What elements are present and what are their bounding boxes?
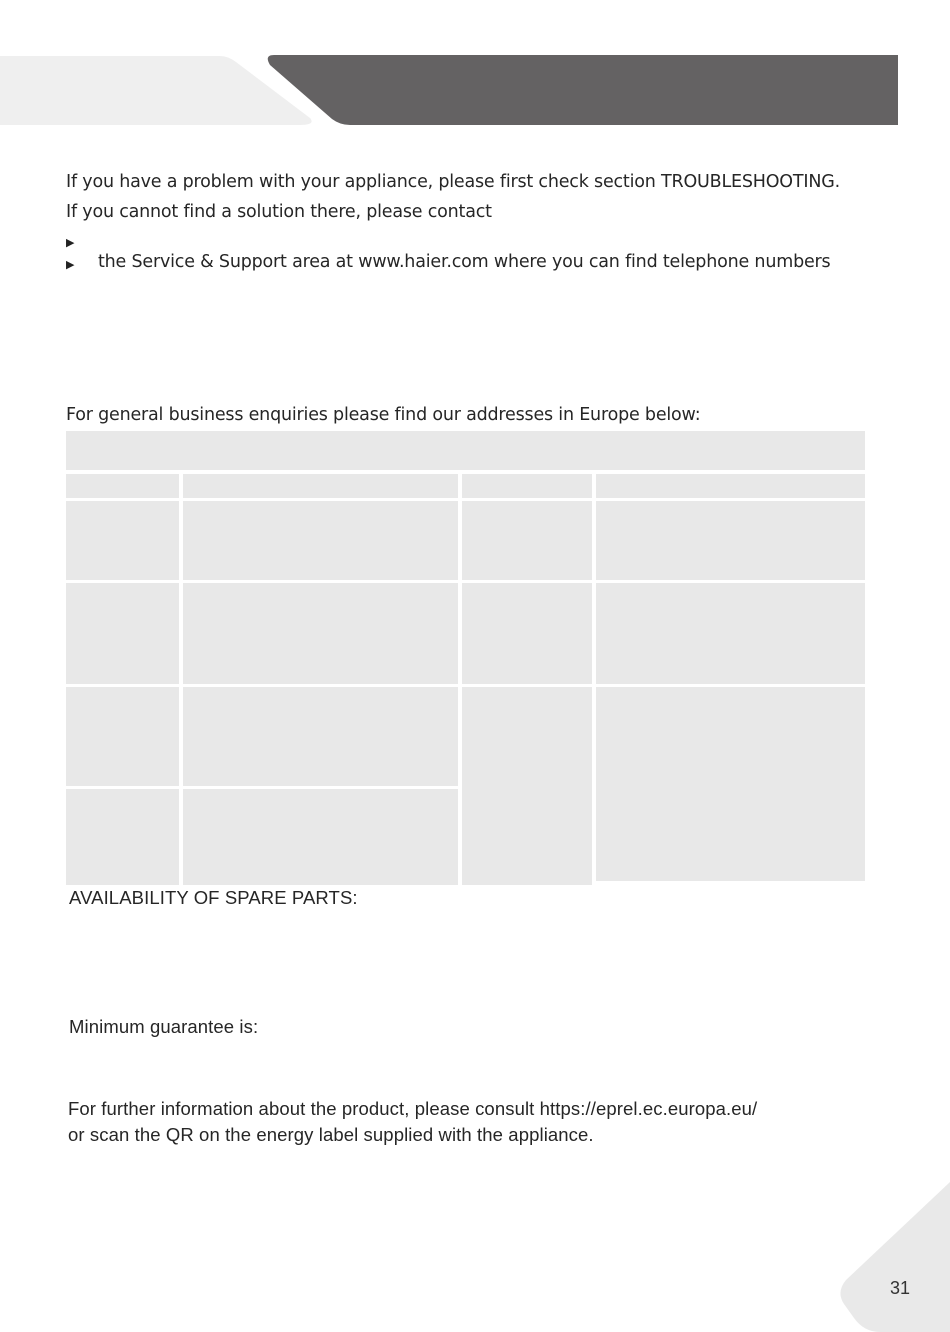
table-header-cell xyxy=(183,474,458,498)
table-header-cell xyxy=(462,474,592,498)
spare-parts-heading: AVAILABILITY OF SPARE PARTS: xyxy=(69,887,358,908)
table-cell xyxy=(183,583,458,684)
table-cell xyxy=(462,501,592,580)
table-title-row xyxy=(66,431,865,470)
table-cell xyxy=(596,583,865,684)
table-cell xyxy=(183,501,458,580)
further-info-line-1: For further information about the product, please consult https://eprel.ec.europa.eu/ xyxy=(68,1098,758,1119)
bullet-item-2: the Service & Support area at www.haier.com where you can find telephone numbers xyxy=(98,252,831,272)
bullet-marker-2: ▶ xyxy=(66,258,75,271)
guarantee-text: Minimum guarantee is: xyxy=(69,1016,259,1037)
table-cell-merged xyxy=(596,687,865,881)
enquiries-text: For general business enquiries please find our addresses in Europe below: xyxy=(66,405,701,425)
header-dark-band xyxy=(266,55,898,125)
table-cell-merged xyxy=(462,687,592,885)
table-cell xyxy=(66,583,179,684)
table-cell xyxy=(66,501,179,580)
intro-line-1: If you have a problem with your appliance, please first check section TROUBLESHOOTING. xyxy=(66,172,840,192)
further-info-line-2: or scan the QR on the energy label supplied with the appliance. xyxy=(68,1124,594,1145)
table-cell xyxy=(66,687,179,786)
table-cell xyxy=(462,583,592,684)
table-header-cell xyxy=(596,474,865,498)
intro-line-2: If you cannot find a solution there, please contact xyxy=(66,202,492,222)
table-cell xyxy=(66,789,179,885)
table-cell xyxy=(183,687,458,786)
table-cell xyxy=(183,789,458,885)
table-header-cell xyxy=(66,474,179,498)
bullet-marker-1: ▶ xyxy=(66,236,75,249)
page-number: 31 xyxy=(890,1278,911,1298)
page-corner-shape xyxy=(840,1182,950,1332)
table-cell xyxy=(596,501,865,580)
